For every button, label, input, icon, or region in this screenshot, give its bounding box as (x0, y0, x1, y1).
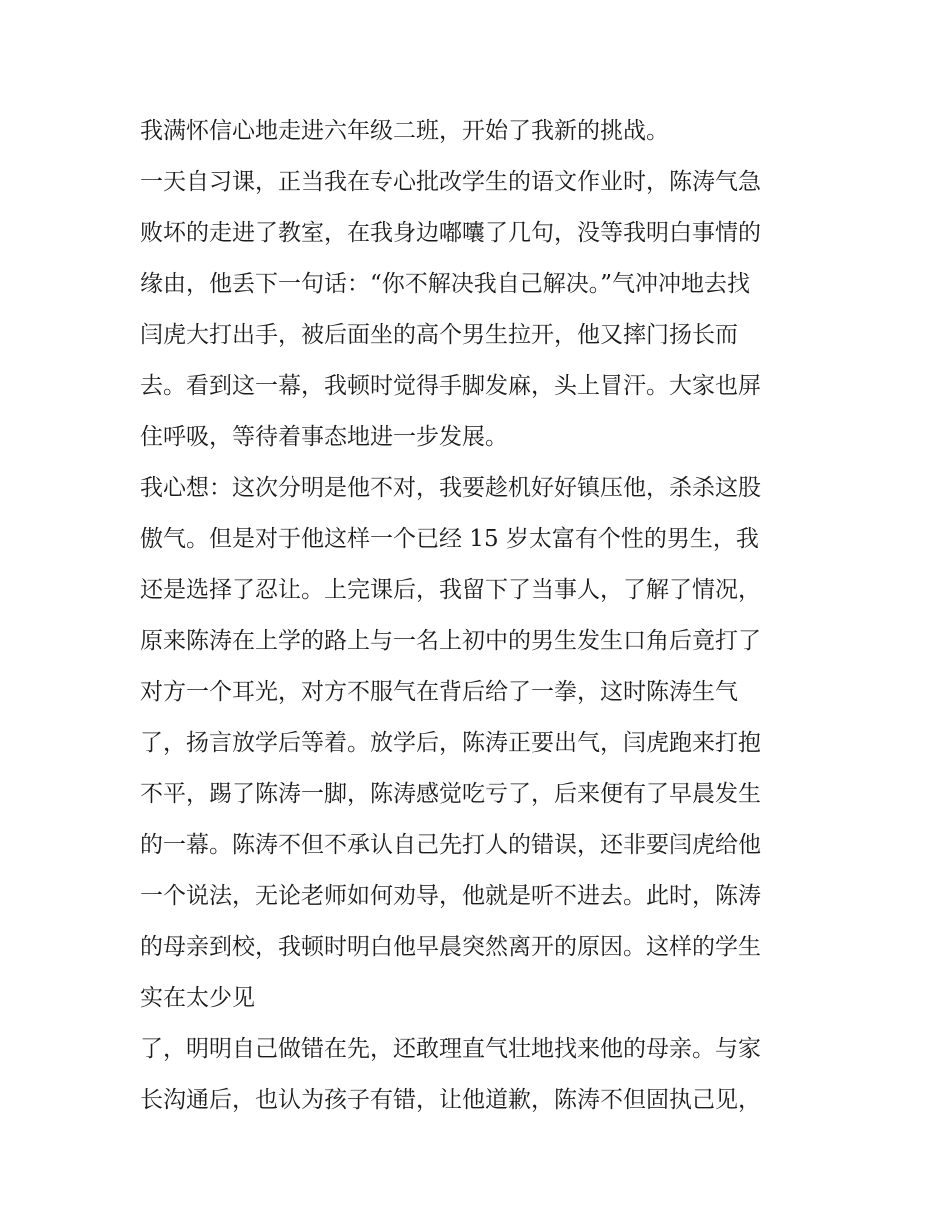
text-line: 我心想：这次分明是他不对，我要趁机好好镇压他，杀杀这股 (140, 475, 761, 501)
text-line: 长沟通后，也认为孩子有错，让他道歉，陈涛不但固执己见， (140, 1087, 761, 1113)
text-line: 原来陈涛在上学的路上与一名上初中的男生发生口角后竟打了 (140, 628, 761, 654)
text-line: 一个说法，无论老师如何劝导，他就是听不进去。此时，陈涛 (140, 883, 761, 909)
text-line: 对方一个耳光，对方不服气在背后给了一拳，这时陈涛生气 (140, 679, 738, 705)
text-line: 我满怀信心地走进六年级二班，开始了我新的挑战。 (140, 118, 669, 144)
text-line: 还是选择了忍让。上完课后，我留下了当事人，了解了情况， (140, 577, 761, 603)
text-line: 实在太少见 (140, 985, 255, 1011)
text-line: 了，扬言放学后等着。放学后，陈涛正要出气，闫虎跑来打抱 (140, 730, 761, 756)
text-line: 去。看到这一幕，我顿时觉得手脚发麻，头上冒汗。大家也屏 (140, 373, 761, 399)
text-line: 不平，踢了陈涛一脚，陈涛感觉吃亏了，后来便有了早晨发生 (140, 781, 761, 807)
text-line: 的母亲到校，我顿时明白他早晨突然离开的原因。这样的学生 (140, 934, 761, 960)
body-text (140, 106, 830, 1126)
text-line: 住呼吸，等待着事态地进一步发展。 (140, 424, 508, 450)
text-line: 了，明明自己做错在先，还敢理直气壮地找来他的母亲。与家 (140, 1036, 761, 1062)
text-line: 败坏的走进了教室，在我身边嘟囔了几句，没等我明白事情的 (140, 220, 761, 246)
text-line: 缘由，他丢下一句话：“你不解决我自己解决。”气冲冲地去找 (140, 271, 751, 297)
text-line: 的一幕。陈涛不但不承认自己先打人的错误，还非要闫虎给他 (140, 832, 761, 858)
text-line: 傲气。但是对于他这样一个已经 15 岁太富有个性的男生，我 (140, 526, 759, 552)
text-line: 一天自习课，正当我在专心批改学生的语文作业时，陈涛气急 (140, 169, 761, 195)
text-line: 闫虎大打出手，被后面坐的高个男生拉开，他又摔门扬长而 (140, 322, 738, 348)
